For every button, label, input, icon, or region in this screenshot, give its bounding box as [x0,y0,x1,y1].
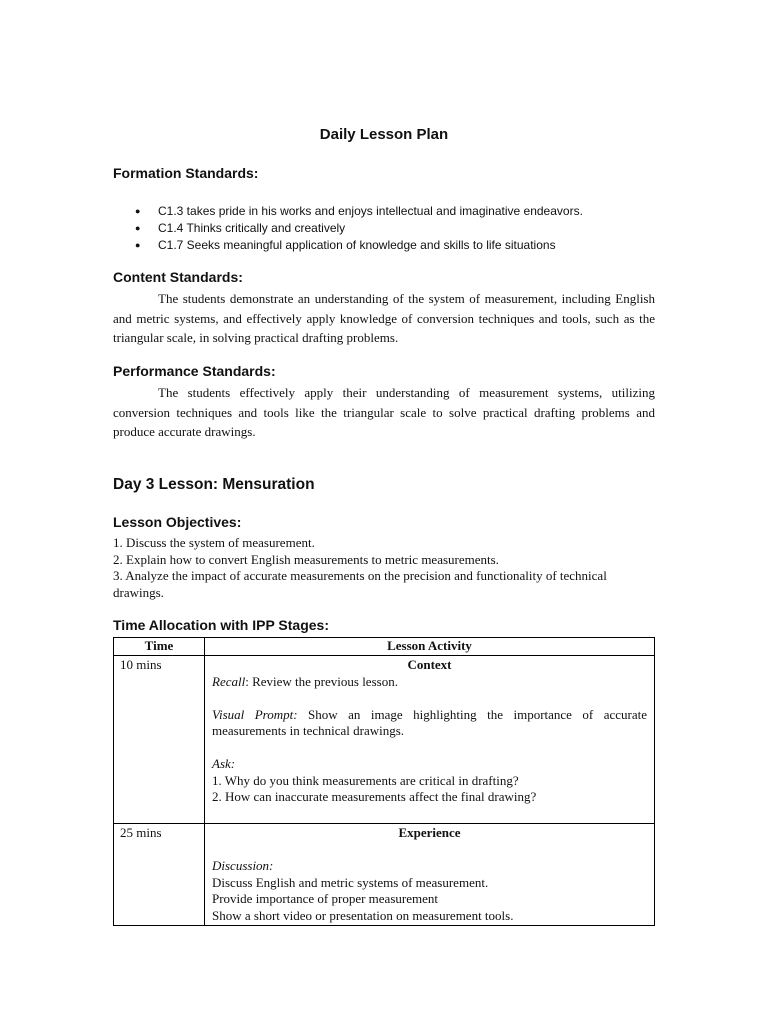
ask-label-line [212,756,647,773]
performance-standards-paragraph: The students effectively apply their understanding of measurement systems, utilizing conversion techniques and tools like the triangular scale to solve practical drafting problems and produce accurate drawings. [113,385,655,439]
visual-prompt-text: Show an image highlighting the importance of accurate measurements in technical drawings. [212,706,648,738]
recall-text: : Review the previous lesson. [245,673,398,689]
discussion-line: Discuss English and metric systems of measurement. [212,874,489,890]
formation-standards-list [113,203,583,254]
formation-standards-heading: Formation Standards: [113,165,259,181]
list-item: ● C1.7 Seeks meaningful application of knowledge and skills to life situations [113,237,583,254]
list-item: 1. Discuss the system of measurement. [113,535,315,550]
document-title: Daily Lesson Plan [319,126,449,143]
content-standards-heading: Content Standards: [113,269,243,285]
column-header-lesson-activity: Lesson Activity [205,638,655,656]
activity-cell [205,656,655,824]
time-cell: 25 mins [114,824,205,926]
activity-cell [205,824,655,926]
list-item: ● C1.3 takes pride in his works and enjoys intellectual and imaginative endeavors. [113,203,583,220]
lesson-objectives-list [113,535,655,601]
visual-prompt-label: Visual Prompt: [212,706,298,722]
question-line: 2. How can inaccurate measurements affect the final drawing? [212,789,537,804]
lesson-title: Day 3 Lesson: Mensuration [113,476,315,493]
recall-line [212,674,647,691]
question-line: 1. Why do you think measurements are critical in drafting? [212,772,519,788]
discussion-line: Provide importance of proper measurement [212,891,438,906]
discussion-label: Discussion: [212,858,274,873]
ipp-stages-table [113,637,655,926]
lesson-objectives-heading: Lesson Objectives: [113,514,242,530]
list-item: 2. Explain how to convert English measurements to metric measurements. [113,551,499,567]
discussion-line: Show a short video or presentation on measurement tools. [212,907,514,923]
time-cell: 10 mins [114,656,205,824]
table-header-row [114,638,655,656]
column-header-time: Time [114,638,205,656]
list-item: ● C1.4 Thinks critically and creatively [113,220,583,237]
discussion-label-line [212,858,647,875]
visual-prompt-line [212,707,647,740]
list-item: 3. Analyze the impact of accurate measurements on the precision and functionality of technical drawings. [113,568,607,600]
table-row [114,656,655,824]
performance-standards-heading: Performance Standards: [113,363,276,379]
ask-label: Ask: [212,756,236,771]
recall-label: Recall [212,673,246,689]
content-standards-paragraph: The students demonstrate an understanding of the system of measurement, including English and metric systems, and effectively apply knowledge of conversion techniques and tools, such as the triangular scale, in solving practical drafting problems. [113,291,655,345]
table-row [114,824,655,926]
time-allocation-heading: Time Allocation with IPP Stages: [113,617,330,633]
stage-label: Context [407,657,452,672]
stage-label: Experience [398,825,461,840]
